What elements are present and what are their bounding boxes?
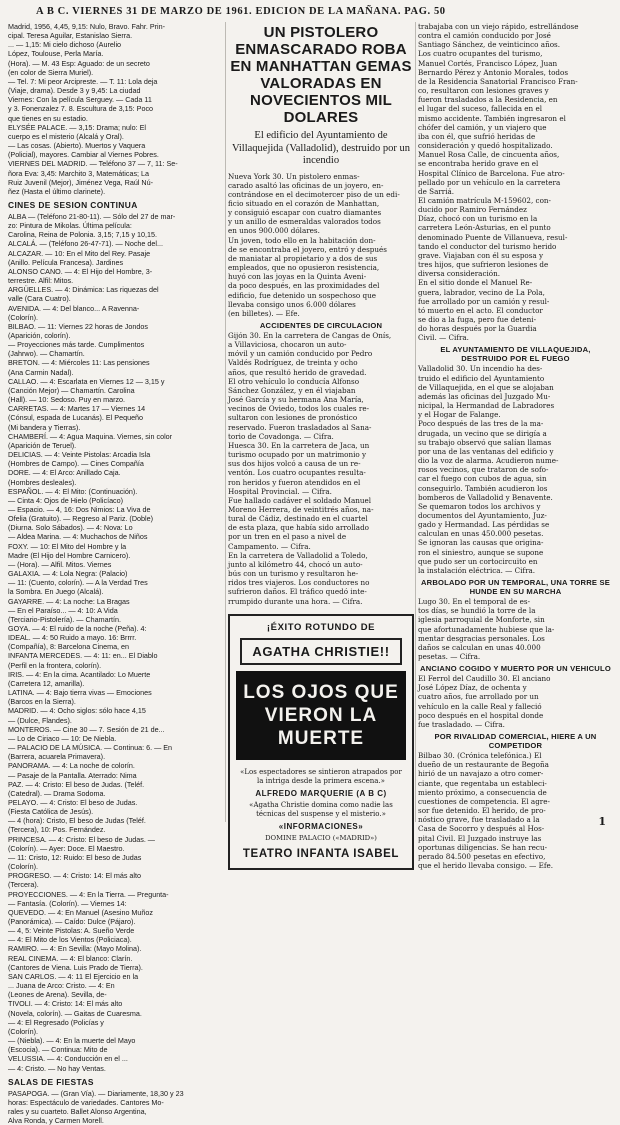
listing-line: — Lo de Ciriaco — 10: De Niebla.	[8, 733, 117, 743]
listing-line: (Terciario-Pistolería). — Chamartín.	[8, 614, 122, 624]
listing-line: zo: Pintura de Mikolas. Última película:	[8, 221, 132, 231]
listing-line: ... — 1,15: Mi cielo dichoso (Aurelio	[8, 40, 122, 50]
theatre-listings	[8, 22, 224, 196]
article-line: móvil y un camión conducido por Pedro	[228, 349, 373, 359]
page-folio: 1	[598, 815, 606, 828]
article-line: poco después en el hospital donde	[418, 710, 544, 720]
article-line: torio de Covadonga. — Cifra.	[228, 431, 334, 441]
ad-theatre-name: TEATRO INFANTA ISABEL	[242, 848, 400, 861]
listing-line: — Las cosas. (Abierto). Muertos y Vaquera	[8, 141, 146, 151]
listing-line: — Fantasía. (Colorín). — Viernes 14:	[8, 898, 127, 908]
article-line: fueron trasladados a la Residencia, en	[418, 95, 558, 105]
article-line: a Villaviciosa, chocaron un auto-	[228, 340, 347, 350]
article-line: truido el edificio del Ayuntamiento	[418, 373, 545, 383]
listing-line: y 3. Fonenzalez 7. 8. Escultura de 3,15: Poco	[8, 104, 154, 114]
article-line: fue arrollado por un camión y resul-	[418, 296, 550, 306]
ad-critic: «INFORMACIONES»	[278, 821, 364, 831]
listing-line: rales y su cuarteto. Ballet Alonso Argentina,	[8, 1106, 147, 1116]
article-line: En el sitio donde el Manuel Re-	[418, 278, 533, 288]
listing-line: López, Toulouse, Perla María.	[8, 49, 104, 59]
article-line: Valladolid 30. Un incendio ha des-	[418, 364, 543, 374]
listing-line: MONTEROS. — Cine 30 — 7. Sesión de 21 de...	[8, 724, 165, 734]
listing-line: PASAPOGA. — (Gran Vía). — Diariamente, 18,30 y 23	[8, 1088, 184, 1098]
listing-line: (Colorín).	[8, 862, 38, 872]
listing-line: CHAMBERÍ. — 4: Agua Maquina. Viernes, sin color	[8, 431, 173, 441]
article-line: miento próximo, a consecuencia de	[418, 787, 547, 797]
deck: El edificio del Ayuntamiento de Villaquejida (Valladolid), destruido por un incendio	[231, 130, 411, 166]
listing-line: GALAXIA. — 4: Lola Negra: (Palacio)	[8, 569, 128, 579]
listing-line: PAZ. — 4: Cristo: El beso de Judas. (Teléf.	[8, 779, 145, 789]
article-line: tos días, se hundió la torre de la	[418, 606, 536, 616]
article-line: do horas después por la Guardia	[418, 324, 537, 334]
article-line: por una de las ventanas del edificio y	[418, 446, 554, 456]
article-line: nicipal, la Hermandad de Labradores	[418, 401, 555, 411]
listing-line: (Cónsul, espada de Lucanás). El Pequeño	[8, 413, 144, 423]
article-line: dueño de un restaurante de Begoña	[418, 760, 549, 770]
article-line: ron el siniestro, aunque se supone	[418, 547, 544, 557]
listing-line: — (Dulce, Flandes).	[8, 715, 72, 725]
listing-line: GAYARRE. — 4: La noche: La Bragas	[8, 596, 130, 606]
listing-line: MADRID. — 4: Ocho siglos: sólo hace 4,15	[8, 706, 146, 716]
listing-line: (Hora). — M. 43 Esp: Aguado: de un secreto	[8, 58, 150, 68]
listing-line: — Cinta 4: Ojos de Hielo (Policíaco)	[8, 495, 124, 505]
article-line: años, que resultó herido de gravedad.	[228, 367, 367, 377]
listing-line: (Barrera, acuarela Primavera).	[8, 752, 106, 762]
article-line: grave. Viajaban con él su esposa y	[418, 250, 544, 260]
listing-line: (en color de Sierra Muriel).	[8, 67, 94, 77]
listing-line: ñez (Hasta el último clarinete).	[8, 186, 106, 196]
article-line: de esta plaza, que había sido arrollado	[228, 523, 370, 533]
listing-line: BRETON. — 4: Miércoles 11: Las pensiones	[8, 358, 150, 368]
rivalidad-body	[418, 751, 613, 870]
article-line: que el herido llevaba consigo. — Efe.	[418, 860, 554, 870]
listing-line: (Tercera), 10: Pos. Fernández.	[8, 825, 106, 835]
article-line: de la Residencia Sanatorial Francisco Fran-	[418, 76, 578, 86]
listing-line: — 4 (hora): Cristo, El beso de Judas (Teléf.	[8, 816, 146, 826]
listing-line: (Tercera).	[8, 880, 39, 890]
article-line: tres hijos, que sufrieron lesiones de	[418, 260, 549, 270]
article-line: El otro vehículo lo conducía Alfonso	[228, 376, 360, 386]
article-line: Hospital Clínico de Barcelona. Fue atro-	[418, 168, 565, 178]
section-heading-salas-de-fiestas: SALAS DE FIESTAS	[8, 1076, 94, 1087]
listing-line: (Colorín).	[8, 312, 38, 322]
article-line: ducido por Ramiro Fernández	[418, 205, 527, 215]
listing-line: VELUSSIA. — 4: Conducción en el ...	[8, 1054, 128, 1064]
listing-line: ELYSÉE PALACE. — 3,15: Drama; nulo: El	[8, 122, 146, 132]
article-line: dio la voz de alarma. Acudieron nume-	[418, 456, 559, 466]
listing-line: (Perfil en la frontera, colorín).	[8, 660, 102, 670]
article-line: Hospital Provincial. — Cifra.	[228, 486, 332, 496]
accidents-heading: ACCIDENTES DE CIRCULACION	[259, 321, 383, 330]
article-line: tural de Cádiz, destinado en el cuartel	[228, 514, 368, 524]
listing-line: — Aldea Marina. — 4: Muchachos de Niños	[8, 532, 148, 542]
listing-line: — 4: Cristo. — No hay Ventas.	[8, 1063, 106, 1073]
cinema-listings	[8, 212, 224, 1073]
listing-line: — Espacio. — 4, 16: Dos Nimios: La Viva de	[8, 504, 151, 514]
listing-line: (Novela, colorín). — Gaitas de Cuaresma.	[8, 1008, 142, 1018]
article-line: (en billetes). — Efe.	[228, 308, 300, 318]
listing-line: (Carretera 12, amarilla).	[8, 678, 85, 688]
article-line: ron heridos y fueron atendidos en el	[228, 477, 361, 487]
ad-title-line: VIERON LA MUERTE	[264, 704, 378, 749]
listing-line: — Tel. 7: Mi peor Arcipreste. — T. 11: Lola deja	[8, 76, 158, 86]
article-line: pesetas. — Cifra.	[418, 652, 481, 661]
article-line: Gijón 30. En la carretera de Cangas de Onís,	[228, 331, 392, 340]
listing-line: (Aparición, colorín).	[8, 331, 71, 340]
article-line: y el Hogar de Falange.	[418, 410, 501, 420]
listing-line: (Colorín). — Ayer: Doce. El Maestro.	[8, 843, 125, 853]
listing-line: la Sombra. En Juego (Alcalá).	[8, 587, 104, 597]
arbolado-heading: ARBOLADO POR UN TEMPORAL, UNA TORRE SE HUNDE EN SU MARCHA	[420, 578, 610, 597]
article-line: que afortunadamente hubiese que la-	[418, 624, 555, 634]
article-line: consideración y quedó hospitalizado.	[418, 141, 553, 151]
article-line: carado asaltó las oficinas de un joyero, en-	[228, 180, 384, 190]
listing-line: (Cantores de Viena. Luis Prado de Tierra).	[8, 962, 143, 972]
listing-line: Ofelia (Gratuito). — Regreso al Pariz. (Doble)	[8, 514, 153, 524]
article-line: Valdés Rodríguez, de treinta y ocho	[228, 358, 358, 368]
article-line: de Sarriá.	[418, 186, 455, 196]
rivalidad-heading: POR RIVALIDAD COMERCIAL, HIERE A UN COMPETIDOR	[434, 732, 597, 751]
article-line: José García y su hermana Ana María,	[228, 395, 364, 405]
article-line: cuestiones de competencia. El agre-	[418, 796, 550, 806]
listing-line: IDEAL. — 4: 50 Ruido a mayo. 16: Brrrr.	[8, 633, 137, 643]
article-line: Se ignoran las causas que origina-	[418, 538, 544, 548]
ad-play-title	[236, 671, 406, 760]
ad-author: AGATHA CHRISTIE!!	[240, 638, 402, 665]
ad-review-quote: «Agatha Christie domina como nadie las técnicas del suspense y el misterio.»	[249, 800, 393, 818]
listing-line: ALCAZAR. — 10: En el Mito del Rey. Pasaje	[8, 248, 151, 258]
listing-line: LATINA. — 4: Bajo tierra vivas — Emociones	[8, 688, 152, 698]
listing-line: QUEVEDO. — 4: En Manuel (Asesino Muñoz	[8, 907, 154, 917]
listing-line: SAN CARLOS. — 4: 11 El Ejercicio en la	[8, 971, 139, 981]
anciano-body	[418, 674, 613, 729]
article-line: ciante, que regentaba un estableci-	[418, 778, 547, 788]
listing-line: Madrid, 1956, 4,45, 9,15: Nulo, Bravo. Fahr. Prin-	[8, 22, 166, 31]
article-line: drugada, un vecino que se dirigía a	[418, 428, 547, 438]
listing-line: valle (Cara Cuatro).	[8, 294, 71, 304]
article-line: El camión matrícula M-159602, con-	[418, 195, 551, 205]
article-line: Manuel Rosa Calle, de cincuenta años,	[418, 150, 560, 160]
article-line: sus dos hijos volcó a causa de un re-	[228, 459, 361, 469]
listing-line: BILBAO. — 11: Viernes 22 horas de Jondos	[8, 321, 148, 331]
article-line: co, resultaron con lesiones graves y	[418, 86, 549, 96]
listing-line: (Colorín).	[8, 1026, 38, 1036]
listing-line: CALLAO. — 4: Escarlata en Viernes 12 — 3,15 y	[8, 376, 165, 386]
article-line: En la carretera de Valladolid a Toledo,	[228, 550, 368, 560]
article-line: edificio, fue detenido un sospechoso que	[228, 290, 377, 300]
article-line: en unos 900.000 dólares.	[228, 226, 320, 236]
listing-line: Alva Ronda, y Carmen Morell.	[8, 1116, 104, 1125]
listing-line: ESPAÑOL. — 4: El Mito: (Continuación).	[8, 486, 138, 496]
listing-line: PROYECCIONES. — 4: En la Tierra. — Pregunta-	[8, 889, 169, 899]
article-line: rrumpido durante una hora. — Cifra.	[228, 596, 363, 606]
listing-line: (Hombres de Campo). — Cines Compañía	[8, 459, 144, 469]
article-line: que pudo ser un cortocircuito en	[418, 556, 538, 566]
middle-column	[228, 22, 414, 861]
article-line: tando el conductor del turismo herido	[418, 241, 557, 251]
article-line: la instalación eléctrica. — Cifra.	[418, 565, 536, 575]
article-line: Campamento. — Cifra.	[228, 541, 311, 551]
article-line: Un joven, todo ello en la habitación don-	[228, 235, 376, 245]
article-line: de se encontraba el joyero, entró y después	[228, 244, 387, 254]
article-body	[418, 22, 613, 342]
article-line: llevaba consigo unos 6.000 dólares	[228, 299, 356, 309]
listing-line: (Compañía), 8: Barcelona Cinema, en	[8, 642, 130, 652]
listing-line: VIERNES DEL MADRID. — Teléfono 37 — 7, 11: Se-	[8, 159, 178, 169]
listing-line: cipal. Teresa Aguilar, Estanislao Sierra.	[8, 31, 133, 41]
listing-line: (Anillo. Película Francesa). Jardines	[8, 257, 124, 267]
article-line: por un tren en el paso a nivel de	[228, 532, 347, 542]
listing-line: IRIS. — 4: En la cima. Acantilado: Lo Muerte	[8, 669, 151, 679]
article-line: denominado Puente de Villanueva, resul-	[418, 232, 568, 242]
article-line: rosos vecinos, que trataron de sofo-	[418, 465, 549, 475]
article-line: ridos tres viajeros. Los conductores no	[228, 578, 370, 588]
article-line: Fue hallado cadáver el soldado Manuel	[228, 495, 372, 505]
article-line: sultaron con lesiones de pronóstico	[228, 413, 358, 423]
listing-line: — En el Paraíso... — 4: 10: A Vida	[8, 605, 118, 615]
article-line: calculan en unas 450.000 pesetas.	[418, 529, 544, 539]
listing-line: (Policial), mayores. Cambiar al Viernes Pobres.	[8, 150, 159, 160]
listing-line: Madre (El Hijo del Hombre Carnicero).	[8, 550, 131, 560]
listing-line: GOYA. — 4: El ruido de la noche (Peña). 4:	[8, 624, 147, 633]
listing-line: (Diurna. Solo Sábados). — 4: Nova: Lo	[8, 523, 133, 533]
article-line: guera, labrador, vecino de La Pola,	[418, 287, 545, 297]
article-line: turismo ocupado por un matrimonio y	[228, 450, 367, 460]
article-line: mentar desgracias personales. Los	[418, 633, 545, 643]
listing-line: (Jahrwo). — Chamartín.	[8, 349, 85, 359]
listing-line: — (Hora). — Alfil. Mitos. Viernes	[8, 559, 112, 569]
listing-line: ALONSO CANO. — 4: El Hijo del Hombre, 3-	[8, 266, 153, 276]
article-line: daños se calculan en unas 40.000	[418, 642, 541, 652]
article-line: Los cuatro ocupantes del turismo,	[418, 49, 543, 59]
right-column	[418, 22, 613, 870]
newspaper-page	[6, 4, 614, 1125]
listing-line: — 11: (Cuento, colorín). — A la Verdad Tres	[8, 578, 148, 588]
article-line: contrándose en el decimotercer piso de un edi-	[228, 189, 400, 199]
article-line: El Ferrol del Caudillo 30. El anciano	[418, 674, 551, 684]
article-line: Poco después de las tres de la ma-	[418, 419, 544, 429]
article-line: contra el camión conducido por José	[418, 31, 551, 41]
article-line: el lugar del suceso, fallecida en el	[418, 104, 543, 114]
article-line: nóstico grave, fue trasladado a la	[418, 815, 540, 825]
article-line: trabajaba con un viejo rápido, estrellándose	[418, 22, 579, 31]
ayuntamiento-heading: EL AYUNTAMIENTO DE VILLAQUEJIDA, DESTRUIDO POR EL FUEGO	[440, 345, 591, 364]
listing-line: (Barcos en la Sierra).	[8, 697, 76, 707]
article-line: fue trasladado. — Cifra.	[418, 719, 505, 729]
running-head: A B C. VIERNES 31 DE MARZO DE 1961. EDICION DE LA MAÑANA. PAG. 50	[36, 6, 446, 17]
listing-line: Ruiz Juvenil (Mejor), Jiménez Vega, Raúl Nú-	[8, 177, 154, 187]
article-line: Santiago Sánchez, de veinticinco años.	[418, 40, 560, 50]
article-line: Se quemaron todos los archivos y	[418, 501, 541, 511]
listing-line: INFANTA MERCEDES. — 4: 11: en... El Diablo	[8, 651, 158, 661]
salas-listings	[8, 1089, 224, 1125]
article-line: tó muerto en el acto. El conductor	[418, 305, 543, 315]
article-line: oportunas diligencias. Se han recu-	[418, 842, 548, 852]
article-line: Bilbao 30. (Crónica telefónica.) El	[418, 751, 542, 761]
listing-line: (Aparición de Teruel).	[8, 440, 77, 450]
listing-line: DORE. — 4: El Arco: Anillado Caja.	[8, 468, 121, 478]
listing-line: ARGÜELLES. — 4: Dinámica: Las riquezas del	[8, 285, 159, 295]
article-line: carretera León-Asturias, en el punto	[418, 223, 551, 233]
column-rule	[415, 22, 416, 822]
listing-line: REAL CINEMA. — 4: El blanco: Clarín.	[8, 953, 133, 963]
listing-line: Carolina, Reina de Polonia. 3,15; 7,15 y 10,15.	[8, 230, 158, 240]
ad-review-quote: «Los espectadores se sintieron atrapados por la intriga desde la primera escena.»	[240, 767, 402, 785]
article-line: diversa consideración.	[418, 269, 501, 279]
listing-line: (Viaje, drama). Desde 3 y 9,45: La ciudad	[8, 86, 141, 96]
article-line: vecinos de Oviedo, todos los cuales re-	[228, 404, 370, 414]
article-line: chófer del camión, y un viajero que	[418, 122, 547, 132]
headline: UN PISTOLERO ENMASCARADO ROBA EN MANHATTAN GEMAS VALORADAS EN NOVECIENTOS MIL DOLARES	[230, 24, 412, 126]
article-line: Casa de Socorro y después al Hos-	[418, 824, 545, 834]
listing-line: que tienes en su estadio.	[8, 113, 88, 123]
article-line: car el fuego con cubos de agua, sin	[418, 474, 547, 484]
article-line: perado 84.500 pesetas en efectivo,	[418, 851, 546, 861]
listing-line: ... Juana de Arco: Cristo. — 4: En	[8, 981, 115, 991]
article-line: Huesca 30. En la carretera de Jaca, un	[228, 440, 370, 450]
listing-line: — PALACIO DE LA MÚSICA. — Continua: 6. — En	[8, 743, 173, 753]
article-line: empleados, que no opusieron resistencia,	[228, 263, 380, 273]
ad-headline: ¡ÉXITO ROTUNDO DE	[266, 621, 376, 633]
article-line: de Villaquejida, en el que se alojaban	[418, 382, 554, 392]
article-line: bomberos de Valladolid y Benavente.	[418, 492, 553, 502]
listing-line: (Ana Carmin Nadal).	[8, 367, 74, 377]
listing-line: PRINCESA. — 4: Cristo: El beso de Judas. —	[8, 834, 155, 844]
listing-line: (Escocia). — Continua: Mito de	[8, 1045, 108, 1055]
article-line: de maniatar al propietario y a dos de sus	[228, 253, 378, 263]
listing-line: AVENIDA. — 4: Del blanco... A Ravenna-	[8, 303, 140, 313]
article-line: su trabajo observó que salían llamas	[418, 437, 552, 447]
listing-line: — 4: El Mito de los Vientos (Policiaca).	[8, 935, 132, 945]
article-line: ventón. Los cuatro ocupantes resulta-	[228, 468, 366, 478]
article-line: Bernardo Pérez y Antonio Morales, todos	[418, 67, 569, 77]
article-line: iglesia parroquial de Monforte, sin	[418, 615, 545, 625]
article-line: Lugo 30. En el temporal de es-	[418, 597, 531, 607]
listing-line: cuerpo es el misterio (Alcalá y Oral).	[8, 131, 124, 141]
article-line: bús con un turismo y resultaron he-	[228, 569, 359, 579]
article-line: vehículo en la calle Real y falleció	[418, 701, 542, 711]
article-line: hirió de un navajazo a otro comer-	[418, 769, 544, 779]
listing-line: — 11: Cristo, 12: Ruido: El beso de Judas	[8, 852, 142, 862]
listing-line: (Panorámica). — Caído: Dulce (Pájaro).	[8, 917, 136, 926]
listing-line: — Proyecciones más tarde. Cumplimentos	[8, 340, 145, 350]
article-line: junto al kilómetro 44, chocó un auto-	[228, 559, 363, 569]
article-line: además las oficinas del Juzgado Mu-	[418, 391, 551, 401]
listing-line: horas: Espectáculo de variedades. Cantores Mo-	[8, 1097, 164, 1107]
listing-line: — 4: El Regresado (Policías y	[8, 1017, 104, 1027]
ad-presenter: DOMINE PALACIO («MADRID»)	[265, 833, 377, 842]
article-line: ficio situado en el corazón de Manhattan,	[228, 198, 380, 208]
article-line: huyó con las joyas en la Quinta Aveni-	[228, 272, 367, 282]
article-line: y un anillo de esmeraldas valorados todos	[228, 217, 381, 227]
column-rule	[225, 22, 226, 822]
accidents-body	[228, 331, 414, 606]
article-line: reservado. Fueron trasladados al Sana-	[228, 422, 372, 432]
article-line: cuatro años, fue arrollado por un	[418, 692, 539, 702]
listing-line: (Canción Mejor) — Chamartín. Carolina	[8, 385, 135, 395]
article-line: sufrieron daños. El tráfico quedó inte-	[228, 587, 367, 597]
article-body	[228, 172, 414, 319]
listing-line: (Fiesta Católica de Jesús).	[8, 807, 94, 817]
article-line: se encontraba herido grave en el	[418, 159, 539, 169]
ad-title-line: LOS OJOS QUE	[243, 681, 399, 703]
listing-line: ALBA — (Teléfono 21-80-11). — Sólo del 27 de mar-	[8, 211, 176, 221]
listing-line: (Leones de Arena). Sevilla, de-	[8, 990, 107, 1000]
listing-line: — (Niebla). — 4: En la muerte del Mayo	[8, 1036, 136, 1046]
listing-line: ALCALÁ. — (Teléfono 26-47-71). — Noche del...	[8, 239, 164, 249]
article-line: mismo accidente. También ingresaron el	[418, 113, 566, 123]
ayuntamiento-body	[418, 364, 613, 575]
listing-line: (Hall). — 10: Sedoso. Puy en marzo.	[8, 395, 126, 405]
article-line: conseguirlo. También acudieron los	[418, 483, 548, 493]
article-line: da poco después, en las proximidades del	[228, 281, 380, 291]
listing-line: (Mi bandera y Tierras).	[8, 422, 81, 432]
listing-line: FOXY. — 10: El Mito del Hombre y la	[8, 541, 127, 551]
listing-line: terrestre. Alfil: Mitos.	[8, 276, 74, 286]
listing-line: — 4, 5: Veinte Pistolas: A. Sueño Verde	[8, 926, 135, 936]
article-line: Moreno Herrera, de veintitrés años, na-	[228, 504, 374, 514]
listing-line: TIVOLI. — 4: Cristo: 14: El más alto	[8, 999, 123, 1009]
article-line: Díaz, chocó con un turismo en la	[418, 214, 538, 224]
article-line: Nueva York 30. Un pistolero enmas-	[228, 171, 360, 181]
article-line: iba con él, que sufrió heridas de	[418, 131, 536, 141]
ad-critic: ALFREDO MARQUERIE (A B C)	[255, 788, 387, 798]
listing-line: — Pasaje de la Pantalla. Aterrado: Nima	[8, 770, 137, 780]
article-line: sor fue detenido. El herido, de pro-	[418, 806, 546, 816]
article-line: documentos del Ayuntamiento, Juz-	[418, 510, 547, 520]
article-line: Sánchez González, y en él viajaban	[228, 385, 356, 395]
listing-line: PANORAMA. — 4: La noche de colorín.	[8, 761, 135, 771]
theatre-advertisement	[228, 614, 414, 871]
listing-line: PROGRESO. — 4: Cristo: 14: El más alto	[8, 871, 142, 881]
anciano-heading: ANCIANO COGIDO Y MUERTO POR UN VEHICULO	[420, 664, 611, 674]
article-line: Civil. — Cifra.	[418, 333, 469, 343]
article-line: y consiguió escapar con cuatro diamantes	[228, 208, 382, 218]
article-line: Manuel Cortés, Francisco López, Juan	[418, 58, 558, 68]
article-line: pellado por un vehículo en la carretera	[418, 177, 561, 187]
listing-line: Viernes: Con la película Serguey. — Cada 11	[8, 95, 152, 105]
left-column	[8, 22, 224, 1125]
listing-line: CARRETAS. — 4: Martes 17 — Viernes 14	[8, 404, 146, 414]
article-line: José López Díaz, de ochenta y	[418, 683, 527, 693]
arbolado-body	[418, 597, 613, 661]
listing-line: RAMIRO. — 4: En Sevilla: (Mayo Molina).	[8, 944, 142, 954]
article-line: pital Civil. El Juzgado instruye las	[418, 833, 542, 843]
listing-line: (Hombres desleales).	[8, 477, 77, 487]
listing-line: PELAYO. — 4: Cristo: El beso de Judas.	[8, 797, 138, 807]
article-line: se dio a la fuga, pero fue deteni-	[418, 315, 537, 324]
listing-line: DELICIAS. — 4: Veinte Pistolas: Arcadia Isla	[8, 450, 151, 460]
listing-line: (Catedral). — Drama Sodoma.	[8, 788, 106, 798]
section-heading-continuous-cinemas: CINES DE SESION CONTINUA	[8, 199, 138, 210]
listing-line: ñora Eva: 3,45: Marchito 3, Matemáticas; La	[8, 168, 150, 178]
article-line: gado y Hermandad. Las pérdidas se	[418, 520, 550, 530]
